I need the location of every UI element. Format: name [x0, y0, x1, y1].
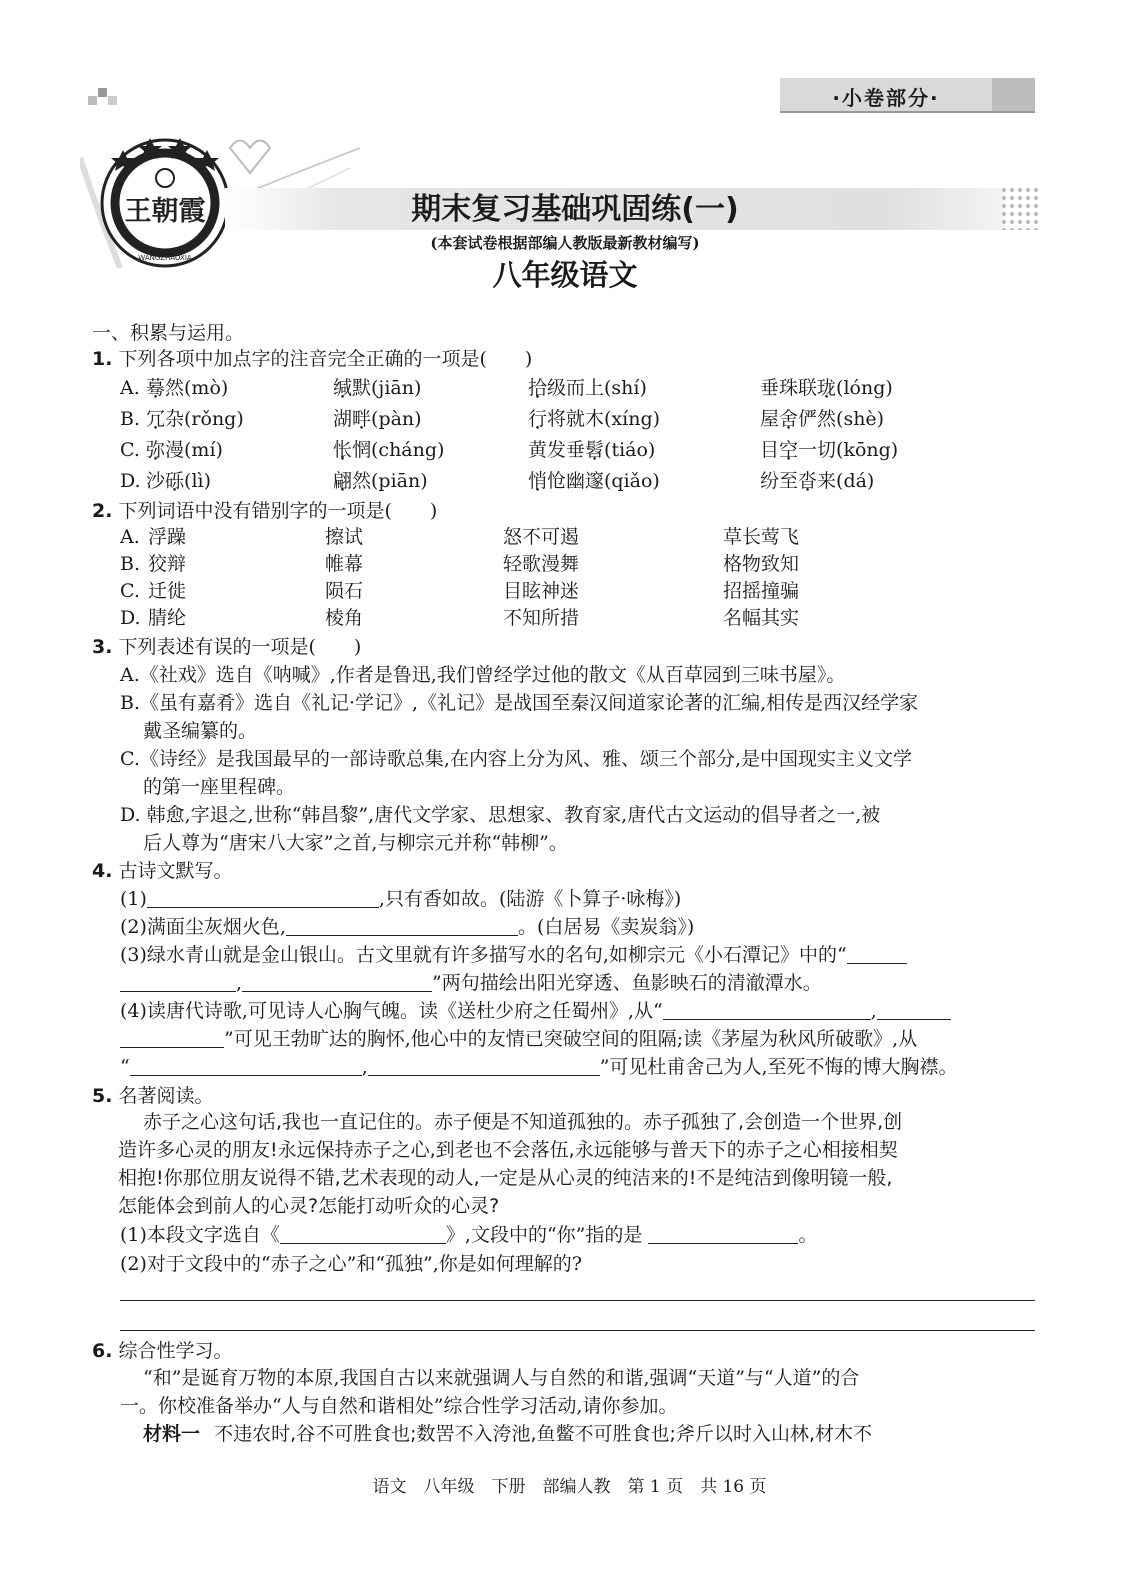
- q3-option-b-cont: 戴圣编纂的。: [143, 720, 258, 742]
- q3-option-d: D. 韩愈,字退之,世称“韩昌黎”,唐代文学家、思想家、教育家,唐代古文运动的倡导者之一,被: [120, 804, 881, 826]
- question-4: [92, 856, 233, 886]
- question-6: [92, 1336, 233, 1366]
- question-number: 3.: [92, 636, 113, 658]
- answer-blank[interactable]: [130, 1056, 362, 1076]
- question-number: 2.: [92, 500, 113, 522]
- answer-blank[interactable]: [648, 1224, 798, 1244]
- title-note: (本套试卷根据部编人教版最新教材编写): [430, 234, 700, 252]
- section-tag: ·小卷部分·: [780, 78, 1035, 113]
- answer-blank[interactable]: [877, 1000, 951, 1020]
- answer-line[interactable]: [120, 1330, 1035, 1331]
- answer-line[interactable]: [120, 1300, 1035, 1301]
- corner-deco: [88, 88, 128, 108]
- question-stem: 下列表述有误的一项是( ): [118, 636, 362, 658]
- question-number: 5.: [92, 1085, 113, 1107]
- answer-blank[interactable]: [280, 1224, 446, 1244]
- q4-item-3-cont: , ”两句描绘出阳光穿透、鱼影映石的清澈潭水。: [120, 968, 822, 998]
- q4-item-4-cont: ”可见王勃旷达的胸怀,他心中的友情已突破空间的阻隔;读《茅屋为秋风所破歌》,从: [120, 1024, 917, 1054]
- q4-item-2: (2)满面尘灰烟火色, 。(白居易《卖炭翁》): [120, 916, 695, 938]
- q3-option-b: B.《虽有嘉肴》选自《礼记·学记》,《礼记》是战国至秦汉间道家论著的汇编,相传是西汉经学家: [120, 692, 919, 714]
- question-stem: 下列词语中没有错别字的一项是( ): [118, 500, 438, 522]
- page-title: 期末复习基础巩固练(一): [411, 192, 739, 227]
- q3-option-c-cont: 的第一座里程碑。: [143, 776, 296, 798]
- answer-blank[interactable]: [368, 1056, 600, 1076]
- question-2: [92, 496, 437, 526]
- q5-sub-2: (2)对于文段中的“赤子之心”和“孤独”,你是如何理解的?: [120, 1253, 582, 1275]
- answer-blank[interactable]: [242, 972, 432, 992]
- question-number: 4.: [92, 860, 113, 882]
- question-number: 6.: [92, 1340, 113, 1362]
- answer-blank[interactable]: [847, 944, 907, 964]
- page-footer: 语文 八年级 下册 部编人教 第 1 页 共 16 页: [372, 1477, 767, 1497]
- logo-text: 王朝霞: [124, 196, 206, 227]
- q3-option-c: C.《诗经》是我国最早的一部诗歌总集,在内容上分为风、雅、颂三个部分,是中国现实主义文学: [120, 748, 912, 770]
- q4-item-4-cont2: “ , ”可见杜甫舍己为人,至死不悔的博大胸襟。: [120, 1056, 958, 1078]
- q4-item-4: (4)读唐代诗歌,可见诗人心胸气魄。读《送杜少府之任蜀州》,从“ ,: [120, 996, 951, 1026]
- question-number: 1.: [92, 348, 113, 370]
- answer-blank[interactable]: [663, 1000, 871, 1020]
- question-3: [92, 632, 361, 662]
- question-1: [92, 344, 532, 374]
- answer-blank[interactable]: [120, 972, 236, 992]
- title-band-pattern: [1000, 186, 1038, 230]
- section-heading: 一、积累与运用。: [92, 322, 245, 344]
- q4-item-3: (3)绿水青山就是金山银山。古文里就有许多描写水的名句,如柳宗元《小石潭记》中的“: [120, 940, 907, 970]
- subject-title: 八年级语文: [492, 258, 638, 292]
- logo-ring-text: WANGZHAOXIA: [138, 254, 192, 262]
- q3-option-a: A.《社戏》选自《呐喊》,作者是鲁迅,我们曾经学过他的散文《从百草园到三味书屋》。: [120, 664, 846, 686]
- question-stem: 综合性学习。: [118, 1340, 233, 1362]
- q3-option-d-cont: 后人尊为“唐宋八大家”之首,与柳宗元并称“韩柳”。: [143, 832, 568, 854]
- answer-blank[interactable]: [120, 1028, 224, 1048]
- q6-material-1: 材料一 不违农时,谷不可胜食也;数罟不入洿池,鱼鳖不可胜食也;斧斤以时入山林,材木不: [143, 1423, 872, 1445]
- material-label: 材料一: [143, 1423, 201, 1445]
- q6-intro-cont: 一。你校准备举办“人与自然和谐相处”综合性学习活动,请你参加。: [120, 1395, 678, 1417]
- question-stem: 名著阅读。: [118, 1085, 214, 1107]
- question-stem: 古诗文默写。: [118, 860, 233, 882]
- answer-blank[interactable]: [147, 888, 379, 908]
- q5-sub-1: (1)本段文字选自《 》,文段中的“你”指的是 。: [120, 1224, 818, 1246]
- question-stem: 下列各项中加点字的注音完全正确的一项是( ): [118, 348, 533, 370]
- q6-intro: “和”是诞育万物的本原,我国自古以来就强调人与自然的和谐,强调“天道”与“人道”的合: [143, 1367, 860, 1389]
- q4-item-1: (1) ,只有香如故。(陆游《卜算子·咏梅》): [120, 888, 682, 910]
- question-5: [92, 1081, 214, 1111]
- answer-blank[interactable]: [286, 916, 518, 936]
- reading-passage: 赤子之心这句话,我也一直记住的。赤子便是不知道孤独的。赤子孤独了,会创造一个世界,创 造许多心灵的朋友!永远保持赤子之心,到老也不会落伍,永远能够与普天下的赤子之心相接相契 相抱!你那位朋友说得不错,艺术表现的动人,一定是从心灵的纯洁来的!不是纯洁到像明镜一般, 怎能体会到前人的心灵?怎能打动听众的心灵?: [118, 1111, 903, 1217]
